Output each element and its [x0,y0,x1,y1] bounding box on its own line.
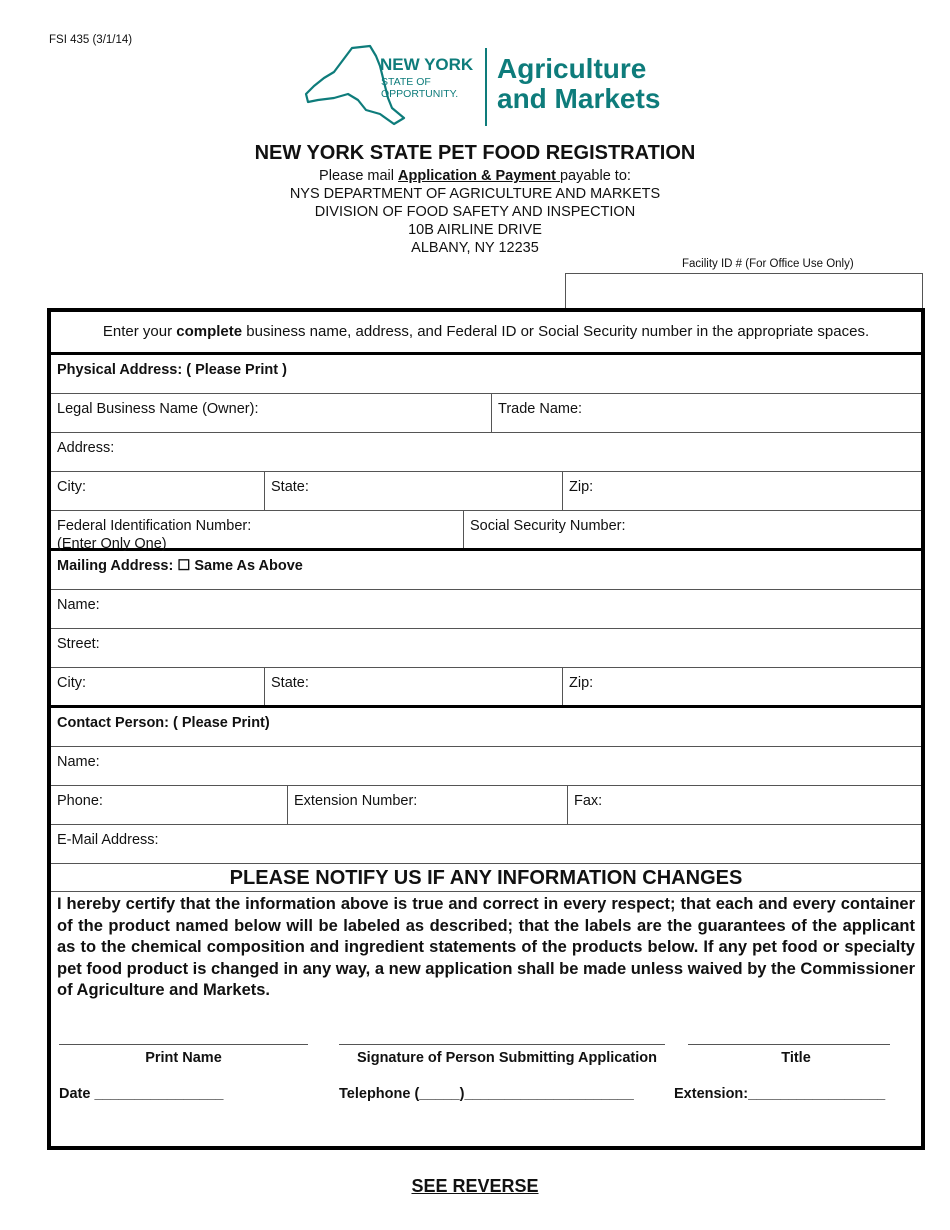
notify-heading: PLEASE NOTIFY US IF ANY INFORMATION CHANGES [229,867,743,889]
facility-id-field[interactable] [565,273,923,310]
ssn-field[interactable]: Social Security Number: [463,511,921,548]
print-name-label: Print Name [145,1050,222,1066]
physical-address-field[interactable]: Address: [51,433,921,472]
mailing-street-field[interactable]: Street: [51,629,921,668]
contact-phone-field[interactable]: Phone: [57,793,103,809]
physical-address-heading-row [51,355,921,394]
mail-address-line: ALBANY, NY 12235 [411,240,539,256]
contact-heading-row [51,708,921,747]
telephone-field[interactable]: Telephone (_____)_____________________ [339,1086,634,1102]
registration-form [47,308,925,1150]
mailing-address-heading: Mailing Address: ☐ Same As Above [57,558,303,574]
logo-agency-line2: and Markets [497,83,661,114]
mail-address-line: NYS DEPARTMENT OF AGRICULTURE AND MARKETS [289,186,661,202]
nys-agriculture-logo [300,42,680,132]
facility-id-label: Facility ID # (For Office Use Only) [682,258,854,270]
extension-field[interactable]: Extension:_________________ [674,1086,886,1102]
title-line[interactable] [688,1044,890,1045]
logo-ny-text: NEW YORK [380,55,474,74]
contact-email-field[interactable]: E-Mail Address: [51,825,921,864]
trade-name-field[interactable]: Trade Name: [491,394,921,432]
mail-instruction-bold: Application & Payment [398,168,560,184]
mailing-address-heading-row [51,551,921,590]
physical-address-heading: Physical Address: ( Please Print ) [57,362,287,378]
print-name-line[interactable] [59,1044,308,1045]
business-name-row [51,394,921,433]
federal-id-field[interactable]: Federal Identification Number: (Enter Only One) [57,518,252,552]
form-code: FSI 435 (3/1/14) [49,34,133,46]
mail-instruction: Please mail Application & Payment payable to: [319,168,631,184]
mailing-city-field[interactable]: City: [57,675,86,691]
mailing-city-state-zip-row [51,668,921,708]
physical-city-state-zip-row [51,472,921,511]
tax-id-row [51,511,921,551]
physical-zip-field[interactable]: Zip: [562,472,921,510]
signature-line[interactable] [339,1044,665,1045]
legal-business-name-field[interactable]: Legal Business Name (Owner): [57,401,259,417]
intro-text: Enter your complete business name, address, and Federal ID or Social Security number in the appropriate spaces. [102,323,870,340]
mailing-zip-field[interactable]: Zip: [562,668,921,705]
logo-state-of-text: STATE OF [381,76,431,88]
logo-opportunity-text: OPPORTUNITY. [381,88,459,100]
physical-city-field[interactable]: City: [57,479,86,495]
see-reverse-label: SEE REVERSE [411,1176,539,1196]
logo-agency-line1: Agriculture [497,53,647,84]
physical-state-field[interactable]: State: [264,472,562,510]
date-field[interactable]: Date ________________ [59,1086,224,1102]
contact-phone-row [51,786,921,825]
signature-label: Signature of Person Submitting Application [357,1050,657,1066]
page-title: NEW YORK STATE PET FOOD REGISTRATION [254,142,696,164]
title-label: Title [781,1050,811,1066]
notify-row [51,864,921,892]
contact-extension-field[interactable]: Extension Number: [287,786,567,824]
contact-heading: Contact Person: ( Please Print) [57,715,270,731]
mailing-state-field[interactable]: State: [264,668,562,705]
same-as-above-checkbox[interactable]: ☐ [177,558,191,574]
intro-row [51,312,921,355]
certification-statement: I hereby certify that the information above is true and correct in every respect; that each and every container of the product named below will be labeled as described; that the labels are the guarantees of the applicant as to the chemical composition and ingredient statements of the products below. If any pet food or specialty pet food product is changed in any way, a new application shall be made unless waived by the Commissioner of Agriculture and Markets. [57,895,915,1000]
mailing-name-field[interactable]: Name: [51,590,921,629]
mail-address-line: DIVISION OF FOOD SAFETY AND INSPECTION [314,204,636,220]
mail-address-line: 10B AIRLINE DRIVE [408,222,542,238]
contact-name-field[interactable]: Name: [51,747,921,786]
contact-fax-field[interactable]: Fax: [567,786,921,824]
